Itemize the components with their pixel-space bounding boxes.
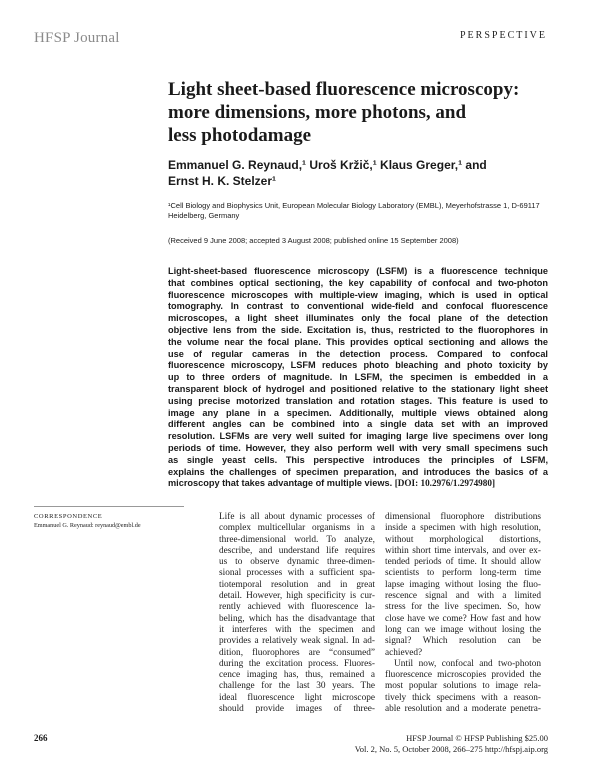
body-line: ideal fluorescence light microscope: [219, 692, 375, 703]
body-line: rently achieved with fluorescence la-: [219, 602, 375, 613]
body-line: without morphological distortions,: [385, 534, 541, 545]
authors-line: Ernst H. K. Stelzer¹: [168, 174, 277, 188]
body-line: detail. However, high specificity is cur-: [219, 591, 375, 602]
body-line: achieved?: [385, 647, 423, 658]
body-column-2: [385, 512, 541, 715]
abstract-line: using precise motorized translation and rotation stages. This feature is used to: [168, 395, 548, 406]
abstract-line: use of regular cameras in the detection process. Compared to confocal: [168, 348, 548, 359]
body-line: stress for the live specimen. So, how: [385, 602, 541, 613]
body-line: tended periods of time. It should allow: [385, 557, 541, 568]
article-title: [168, 78, 548, 147]
abstract-line-text: microscopy that takes advantage of multiple views.: [168, 478, 393, 489]
body-line: most popular solutions to image rela-: [385, 681, 541, 692]
body-line: scientists to perform long-term time: [385, 568, 541, 579]
body-line: us to observe dynamic three-dimen-: [219, 557, 375, 568]
correspondence-contact[interactable]: Emmanuel G. Reynaud: reynaud@embl.de: [34, 522, 141, 529]
body-line: three-dimensional world. To analyze,: [219, 534, 375, 545]
body-line: cence imaging has, thus, remained a: [219, 670, 375, 681]
abstract-line: different angles can be combined into a single data set with an improved: [168, 419, 548, 430]
body-line: able resolution and a moderate penetra-: [385, 704, 541, 715]
page-number: 266: [34, 733, 48, 743]
abstract-line: transparent block of hydrogel and positioned relative to the stationary light sheet: [168, 383, 548, 394]
abstract-line: Light-sheet-based fluorescence microscopy (LSFM) is a fluorescence technique: [168, 266, 548, 276]
body-line: Until now, confocal and two-photon: [394, 658, 541, 669]
abstract-line: tomography. In contrast to conventional wide-field and confocal fluorescence: [168, 301, 548, 312]
body-line: during the excitation process. Fluores-: [219, 658, 375, 669]
authors-line: Emmanuel G. Reynaud,¹ Uroš Kržič,¹ Klaus Greger,¹ and: [168, 158, 487, 172]
body-line: close have we come? How fast and how: [385, 613, 541, 624]
body-line: lapse imaging without losing the fluo-: [385, 579, 541, 590]
body-line: signal? Which resolution can be: [385, 636, 541, 647]
affiliation: ¹Cell Biology and Biophysics Unit, European Molecular Biology Laboratory (EMBL), Meyerhofstrasse 1, D-69117 Heidelberg, Germany: [168, 201, 540, 220]
abstract-line: resolution. LSFMs are very well suited for imaging large live specimens over long: [168, 431, 548, 442]
abstract-last-line: [168, 478, 548, 490]
publication-dates: (Received 9 June 2008; accepted 3 August 2008; published online 15 September 2008): [168, 236, 459, 245]
abstract-line: fluorescence microscopes with multiple-view imaging, which is used in optical: [168, 289, 548, 300]
body-line: inside a specimen with high resolution,: [385, 523, 541, 534]
body-line: dimensional fluorophore distributions: [385, 512, 541, 522]
abstract-line: up to three orders of magnitude. In LSFM, the specimen is embedded in a: [168, 372, 548, 383]
abstract-line: explains the challenges of specimen preparation, and introduces the basics of a: [168, 466, 548, 477]
body-line: rescence signal and with a limited: [385, 591, 541, 602]
abstract-line: objective lens from the side. Excitation is, thus, restricted to the fluorophores in: [168, 324, 548, 335]
title-line: less photodamage: [168, 125, 312, 146]
body-line: provides a relatively weak signal. In ad-: [219, 636, 375, 647]
correspondence-rule: [34, 506, 184, 507]
body-column-1: [219, 512, 375, 715]
body-line: beling, which has the disadvantage that: [219, 613, 375, 624]
journal-name: HFSP Journal: [34, 30, 120, 46]
body-line: Life is all about dynamic processes of: [219, 512, 375, 522]
body-line: tively thick specimens with a reason-: [385, 692, 541, 703]
body-line: tiotemporal resolution and in great: [219, 579, 375, 590]
body-line: within short time intervals, and over ex-: [385, 545, 541, 556]
section-label: PERSPECTIVE: [460, 30, 548, 41]
footer-citation: [355, 733, 548, 755]
abstract-line: that combines optical sectioning, the key capability of confocal and two-photon: [168, 277, 548, 288]
body-line: it interferes with the specimen and: [219, 624, 375, 635]
abstract-line: microscopes, a light sheet illuminates only the focal plane of the detection: [168, 313, 548, 324]
doi-link[interactable]: [DOI: 10.2976/1.2974980]: [394, 478, 496, 489]
title-line: Light sheet-based fluorescence microscopy:: [168, 79, 520, 100]
body-line: should provide images of three-: [219, 704, 375, 715]
body-line: sional processes with a sufficient spa-: [219, 568, 375, 579]
author-list: [168, 157, 548, 189]
body-line: complex multicellular organisms in a: [219, 523, 375, 534]
abstract: [168, 266, 548, 490]
abstract-line: periods of time. However, they also perform well with very small specimens such: [168, 442, 548, 453]
footer-line: Vol. 2, No. 5, October 2008, 266–275 http://hfspj.aip.org: [354, 744, 548, 754]
abstract-line: image any plane in a specimen. Additionally, multiple views obtained along: [168, 407, 548, 418]
footer-line: HFSP Journal © HFSP Publishing $25.00: [406, 733, 548, 743]
abstract-line: fluorescence microscopy, LSFM reduces photo bleaching and photo toxicity by: [168, 360, 548, 371]
body-line: fluorescence microscopies provided the: [385, 670, 541, 681]
body-line: dition, fluorophores are “consumed”: [219, 647, 375, 658]
title-line: more dimensions, more photons, and: [168, 102, 467, 123]
abstract-line: the volume near the focal plane. This provides optical sectioning and allows the: [168, 336, 548, 347]
body-line: challenge for the last 30 years. The: [219, 681, 375, 692]
abstract-line: as single yeast cells. This perspective introduces the principles of LSFM,: [168, 454, 548, 465]
body-line: describe, and understand life requires: [219, 545, 375, 556]
body-line: long can we image without losing the: [385, 624, 541, 635]
correspondence-heading: CORRESPONDENCE: [34, 513, 103, 520]
